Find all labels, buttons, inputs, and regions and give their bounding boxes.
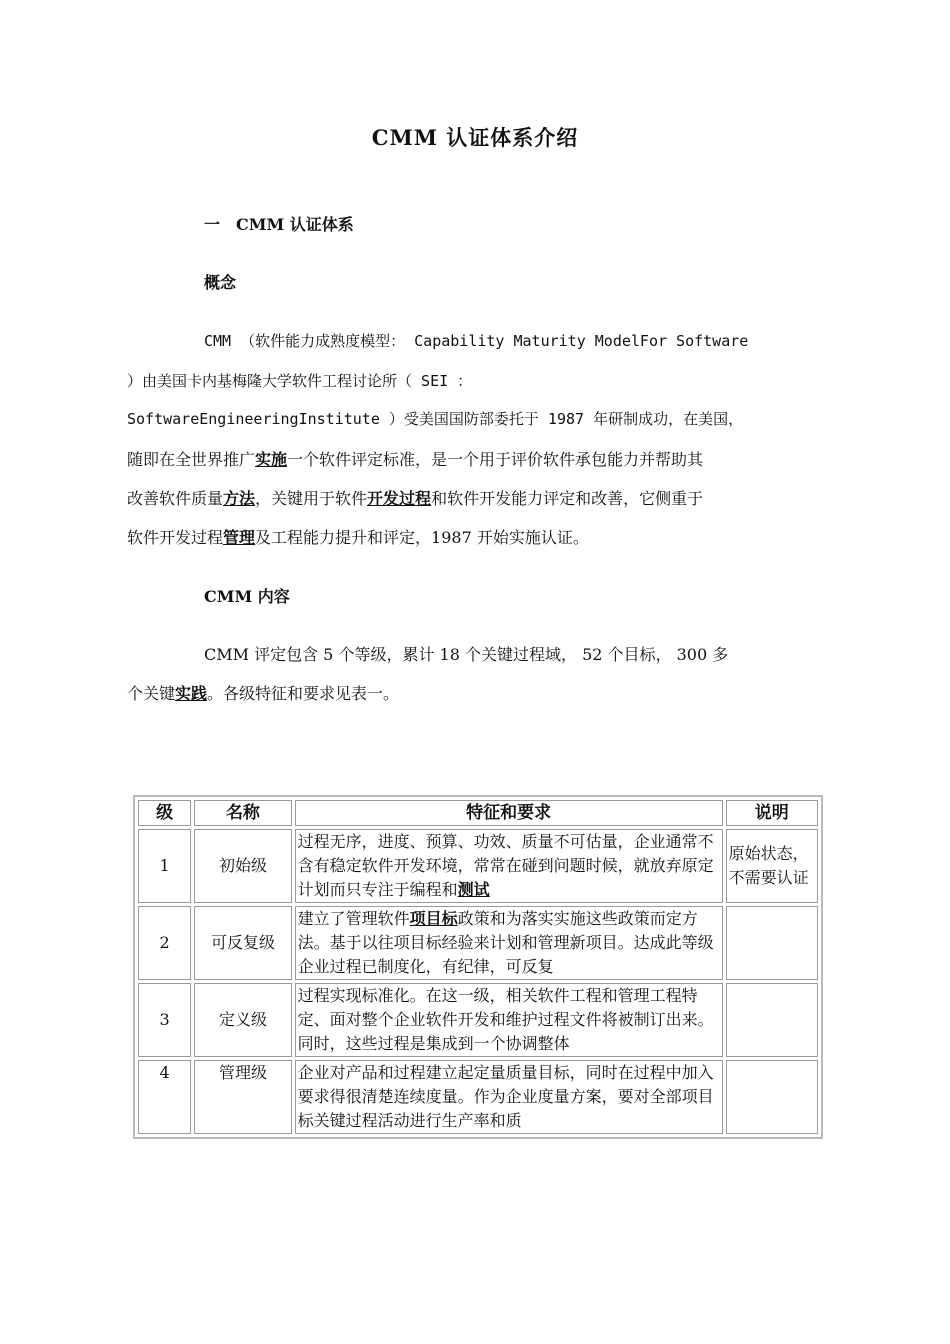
link-management[interactable]: 管理 [223,528,256,547]
text-span: 改善软件质量 [127,489,224,508]
row-features: 企业对产品和过程建立起定量质量目标，同时在过程中加入要求得很清楚连续度量。作为企业度量方案，要对全部项目标关键过程活动进行生产率和质 [295,1060,723,1134]
header-level: 级 [138,800,191,826]
text-span: 及工程能力提升和评定，1987 开始实施认证。 [255,528,589,547]
table-row [138,829,818,903]
link-practice[interactable]: 实践 [175,684,208,703]
row-note [726,906,818,980]
row-note: 原始状态，不需要认证 [726,829,818,903]
link-implementation[interactable]: 实施 [255,450,288,469]
row-features [295,906,723,980]
text-span: 政策和为落实实施这些政策而定方法。基于以往项目标经验来计划和管理新项目。达成此等级企业过程已制度化，有纪律，可反复 [297,909,714,976]
table-row [138,983,818,1057]
text-span: 。各级特征和要求见表一。 [207,684,400,703]
link-method[interactable]: 方法 [223,489,256,508]
concept-line-6 [127,525,589,548]
header-note: 说明 [726,800,818,826]
row-level: 4 [138,1060,191,1134]
text-span: 个关键 [127,684,176,703]
row-features: 过程实现标准化。在这一级，相关软件工程和管理工程特定、面对整个企业软件开发和维护过程文件将被制订出来。同时，这些过程是集成到一个协调整体 [295,983,723,1057]
header-name: 名称 [194,800,291,826]
content-line-2 [127,681,399,704]
text-span: 和软件开发能力评定和改善，它侧重于 [431,489,704,508]
section-heading-cmm-system: 一 CMM 认证体系 [204,215,354,234]
link-testing[interactable]: 测试 [457,880,490,899]
row-note [726,1060,818,1134]
text-span: 过程无序，进度、预算、功效、质量不可估量，企业通常不含有稳定软件开发环境，常常在碰到问题时候，就放弃原定计划而只专注于编程和 [297,832,714,899]
text-span: ，关键用于软件 [255,489,368,508]
document-title: CMM 认证体系介绍 [371,125,579,150]
concept-line-2: ）由美国卡内基梅隆大学软件工程讨论所（ SEI ： [127,372,473,390]
row-name: 初始级 [194,829,291,903]
text-span: 一个软件评定标准，是一个用于评价软件承包能力并帮助其 [287,450,704,469]
row-name: 定义级 [194,983,291,1057]
concept-line-4 [127,447,703,470]
row-level: 1 [138,829,191,903]
table-row [138,906,818,980]
row-level: 3 [138,983,191,1057]
concept-line-3: SoftwareEngineeringInstitute ）受美国国防部委托于 1987 年研制成功，在美国， [127,410,744,428]
subheading-cmm-content: CMM 内容 [204,587,290,606]
concept-line-5 [127,486,703,509]
row-name: 可反复级 [194,906,291,980]
row-note [726,983,818,1057]
table-header-row [138,800,818,826]
row-features [295,829,723,903]
text-span: 建立了管理软件 [297,909,410,928]
header-features: 特征和要求 [295,800,723,826]
content-line-1: CMM 评定包含 5 个等级，累计 18 个关键过程域， 52 个目标， 300 多 [204,645,729,664]
row-level: 2 [138,906,191,980]
text-span: 随即在全世界推广 [127,450,256,469]
concept-line-1: CMM （软件能力成熟度模型： Capability Maturity ModelFor Software [204,332,749,350]
cmm-levels-table [133,795,823,1139]
subheading-concept: 概念 [204,273,237,292]
link-project-goal[interactable]: 项目标 [409,909,458,928]
row-name: 管理级 [194,1060,291,1134]
link-development-process[interactable]: 开发过程 [367,489,432,508]
text-span: 软件开发过程 [127,528,224,547]
table-row [138,1060,818,1134]
